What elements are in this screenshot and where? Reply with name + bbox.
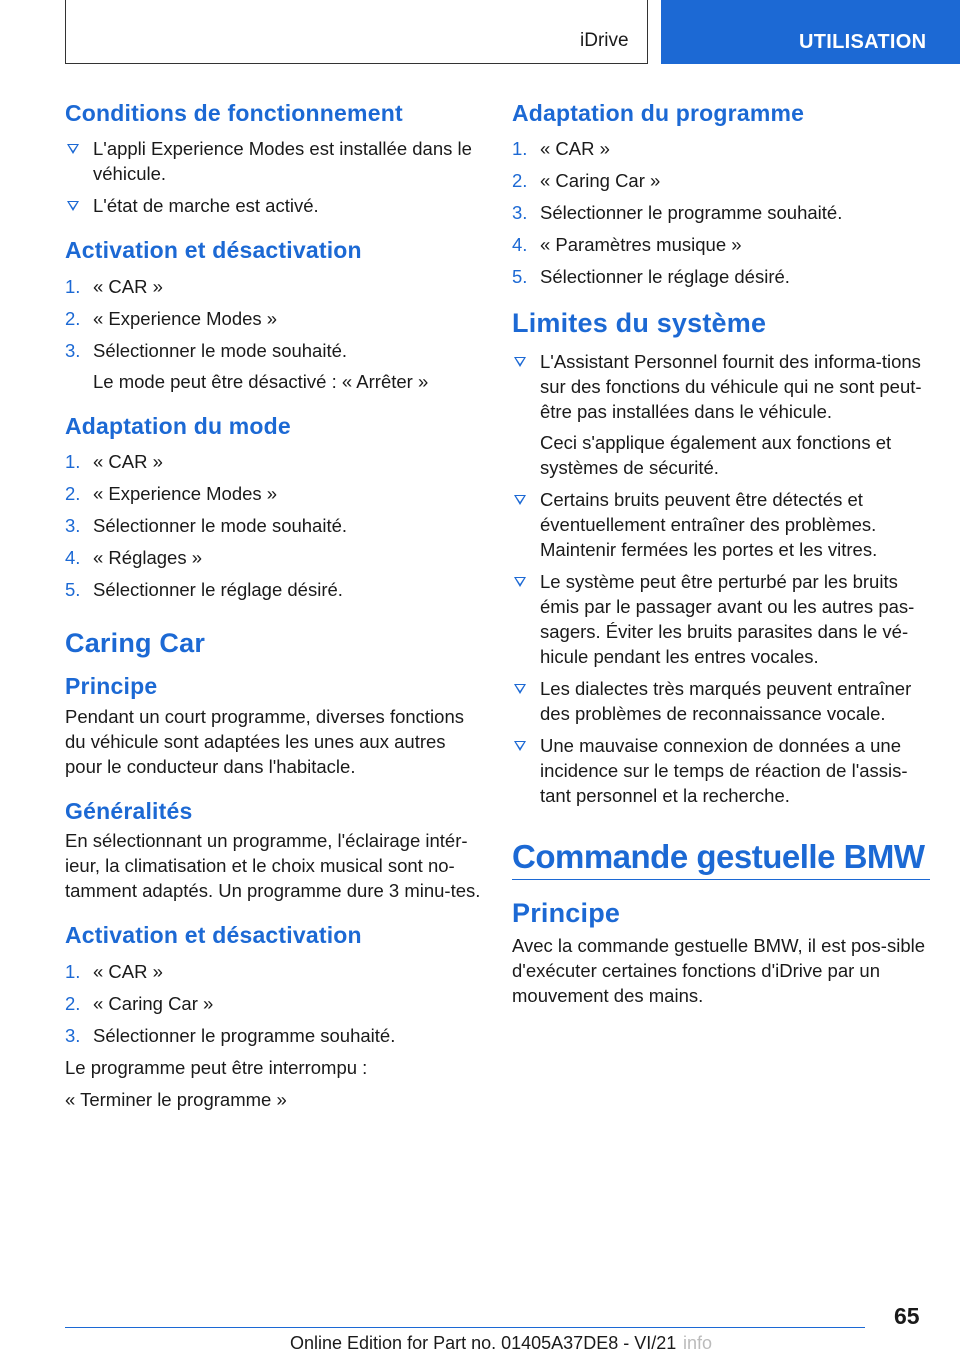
step-number: 3. [512,202,528,224]
step-note: Le mode peut être désactivé : « Arrêter » [93,370,429,392]
list-item [512,733,930,808]
step-number: 1. [65,275,81,297]
list-item [65,545,485,570]
adaptation-mode-steps [65,449,485,602]
list-item [65,481,485,506]
step-text: « CAR » [540,138,610,160]
step-number: 1. [65,451,81,473]
step-text: « Caring Car » [93,992,214,1014]
header-chapter-label: UTILISATION [799,31,927,53]
principe-text: Pendant un court programme, diverses fonctions du véhicule sont adaptées les unes aux autres pour le conducteur dans l'habitacle. [65,705,464,777]
list-item-text: Une mauvaise connexion de données a une incidence sur le temps de réaction de l'assis-tant personnel et la recherche. [540,735,908,807]
triangle-bullet-icon [514,741,526,751]
step-number: 3. [65,515,81,537]
step-number: 2. [65,307,81,329]
list-item-text: Les dialectes très marqués peuvent entraîner des problèmes de reconnaissance vocale. [540,678,912,725]
list-item [512,264,930,289]
adaptation-programme-steps [512,136,930,289]
step-number: 3. [65,339,81,361]
step-text: « Caring Car » [540,170,661,192]
list-item [512,200,930,225]
interrupt-command: « Terminer le programme » [65,1088,287,1110]
step-number: 4. [512,234,528,256]
footer-brand: info [683,1333,713,1353]
list-item [65,338,485,394]
list-item [65,449,485,474]
header-chapter-tab [661,0,960,64]
list-item [65,1023,485,1048]
section-conditions [65,100,485,218]
section-principe [65,673,485,778]
list-item [65,577,485,602]
list-item [512,232,930,257]
list-item [65,991,485,1016]
list-item [65,136,485,186]
section-principe-2 [512,898,930,1008]
triangle-bullet-icon [514,495,526,505]
triangle-bullet-icon [67,201,79,211]
step-number: 5. [512,266,528,288]
list-item [65,959,485,984]
list-item-text: Certains bruits peuvent être détectés et éventuellement entraîner des problèmes. Maintenir fermées les portes et les vitres. [540,489,878,561]
section-limites [512,308,930,808]
list-item [65,513,485,538]
conditions-list [65,136,485,218]
step-number: 2. [65,483,81,505]
step-text: Sélectionner le réglage désiré. [93,579,343,601]
triangle-bullet-icon [514,684,526,694]
limites-title: Limites du système [512,308,767,339]
section-activation-2 [65,922,485,1111]
footer-rule [65,1327,865,1328]
commande-gestuelle-title: Commande gestuelle BMW [512,838,930,880]
activation-2-steps [65,959,485,1048]
step-number: 2. [512,170,528,192]
list-item [65,274,485,299]
principe-2-text: Avec la commande gestuelle BMW, il est pos-sible d'exécuter certaines fonctions d'iDrive par un mouvement des mains. [512,935,926,1007]
step-text: « Experience Modes » [93,483,278,505]
principe-title: Principe [65,673,158,700]
list-item-text: L'Assistant Personnel fournit des informa-tions sur des fonctions du véhicule qui ne sont peut-être pas installées dans le véhicule. [540,351,922,423]
list-item [512,136,930,161]
step-number: 4. [65,547,81,569]
list-item [512,349,930,480]
list-item-text: Le système peut être perturbé par les bruits émis par le passager avant ou les autres pas-sagers. Éviter les bruits parasites dans le vé-hicule pendant les entres vocales. [540,571,915,668]
step-number: 1. [512,138,528,160]
list-item [512,487,930,562]
step-text: Sélectionner le mode souhaité. [93,515,348,537]
step-text: « Réglages » [93,547,203,569]
right-column [512,100,930,1027]
list-item-text: L'état de marche est activé. [93,195,319,217]
header-frame [65,0,648,64]
list-item-text: L'appli Experience Modes est installée dans le véhicule. [93,138,472,185]
step-text: « CAR » [93,275,163,297]
triangle-bullet-icon [67,144,79,154]
step-number: 5. [65,579,81,601]
list-item [512,676,930,726]
section-generalites [65,798,485,903]
caring-car-title: Caring Car [65,628,206,659]
step-text: « Paramètres musique » [540,234,742,256]
list-item [65,193,485,218]
limites-list [512,349,930,808]
activation-2-title: Activation et désactivation [65,922,362,949]
section-adaptation-programme [512,100,930,289]
step-text: Sélectionner le mode souhaité. [93,339,348,361]
conditions-title: Conditions de fonctionnement [65,100,403,126]
generalites-title: Généralités [65,797,193,824]
step-text: « CAR » [93,960,163,982]
step-number: 1. [65,960,81,982]
list-item [65,306,485,331]
list-item [512,569,930,669]
section-adaptation-mode [65,413,485,602]
generalites-text: En sélectionnant un programme, l'éclairage intér-ieur, la climatisation et le choix musical sont no-tamment adaptés. Un programme dure 3 minu-tes. [65,830,481,902]
step-text: Sélectionner le programme souhaité. [93,1024,396,1046]
step-text: Sélectionner le réglage désiré. [540,266,790,288]
list-item-note: Ceci s'applique également aux fonctions et systèmes de sécurité. [540,432,892,479]
step-text: « Experience Modes » [93,307,278,329]
left-column [65,100,485,1131]
adaptation-programme-title: Adaptation du programme [512,100,805,126]
footer-edition: Online Edition for Part no. 01405A37DE8 - VI/21 [290,1333,677,1353]
step-number: 3. [65,1024,81,1046]
step-text: « CAR » [93,451,163,473]
step-number: 2. [65,992,81,1014]
header-section-label: iDrive [580,30,629,51]
activation-steps [65,274,485,394]
principe-2-title: Principe [512,898,621,929]
triangle-bullet-icon [514,577,526,587]
activation-title: Activation et désactivation [65,237,362,264]
list-item [512,168,930,193]
page-number: 65 [894,1303,920,1329]
triangle-bullet-icon [514,357,526,367]
step-text: Sélectionner le programme souhaité. [540,202,843,224]
interrupt-text: Le programme peut être interrompu : [65,1056,368,1078]
section-activation-1 [65,237,485,393]
adaptation-mode-title: Adaptation du mode [65,412,291,439]
